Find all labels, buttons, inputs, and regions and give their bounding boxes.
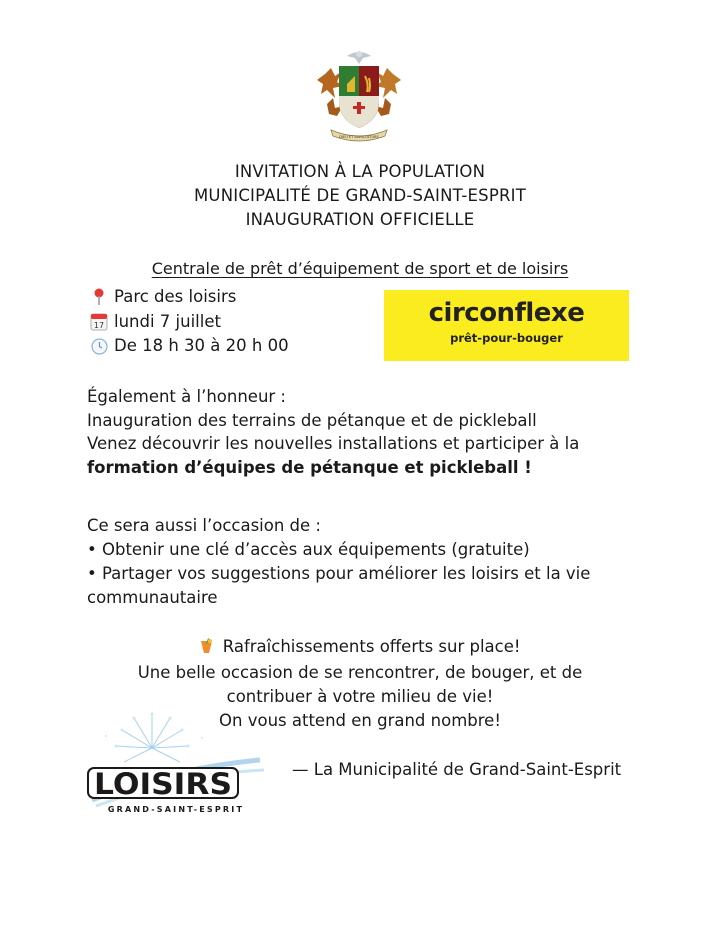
closing-line-1: Rafraîchissements offerts sur place!	[222, 637, 521, 656]
occasion-heading: Ce sera aussi l’occasion de :	[87, 516, 321, 535]
map-pin-icon	[90, 287, 108, 307]
clock-icon	[90, 336, 108, 356]
occasion-bullet-1: • Obtenir une clé d’accès aux équipements (gratuite)	[87, 540, 530, 559]
logo-sub: GRAND-SAINT-ESPRIT	[107, 805, 245, 814]
loisirs-logo	[82, 708, 270, 820]
header-line-3: INAUGURATION OFFICIELLE	[245, 210, 475, 229]
occasion-bullet-2: • Partager vos suggestions pour améliorer les loisirs et la vie	[87, 564, 591, 583]
crest-motto: DIEU ET AGRICULTURE	[339, 135, 379, 139]
signature: — La Municipalité de Grand-Saint-Esprit	[292, 760, 622, 779]
closing-line-3: contribuer à votre milieu de vie!	[226, 687, 494, 706]
time-row	[90, 334, 289, 359]
date-row	[90, 310, 289, 335]
location-text: Parc des loisirs	[114, 287, 237, 306]
header-line-2: MUNICIPALITÉ DE GRAND-SAINT-ESPRIT	[194, 186, 526, 205]
closing-line-1-row	[0, 635, 720, 661]
calendar-icon	[90, 312, 108, 332]
banner-name: circonflexe	[428, 298, 585, 328]
subtitle: Centrale de prêt d’équipement de sport et de loisirs	[151, 259, 569, 278]
occasion-section	[87, 514, 687, 610]
closing-line-4: On vous attend en grand nombre!	[219, 711, 501, 730]
time-text: De 18 h 30 à 20 h 00	[114, 336, 289, 355]
municipal-crest	[317, 46, 401, 144]
invitation-header	[0, 160, 720, 232]
honor-line-3: formation d’équipes de pétanque et pickleball !	[87, 457, 532, 477]
drink-icon	[200, 637, 213, 661]
honor-line-1: Inauguration des terrains de pétanque et de pickleball	[87, 410, 537, 430]
circonflexe-banner	[384, 290, 629, 361]
closing-line-2: Une belle occasion de se rencontrer, de bouger, et de	[137, 663, 583, 682]
date-text: lundi 7 juillet	[114, 311, 221, 331]
banner-tagline: prêt-pour-bouger	[450, 331, 563, 345]
honor-line-2: Venez découvrir les nouvelles installations et participer à la	[87, 434, 580, 453]
honor-section	[87, 385, 677, 479]
event-details	[90, 285, 289, 359]
honor-heading: Également à l’honneur :	[87, 387, 286, 406]
location-row	[90, 285, 289, 310]
occasion-bullet-2-cont: communautaire	[87, 588, 218, 607]
calendar-day: 17	[93, 320, 105, 330]
header-line-1: INVITATION À LA POPULATION	[234, 162, 486, 181]
logo-word: LOISIRS	[94, 767, 232, 801]
